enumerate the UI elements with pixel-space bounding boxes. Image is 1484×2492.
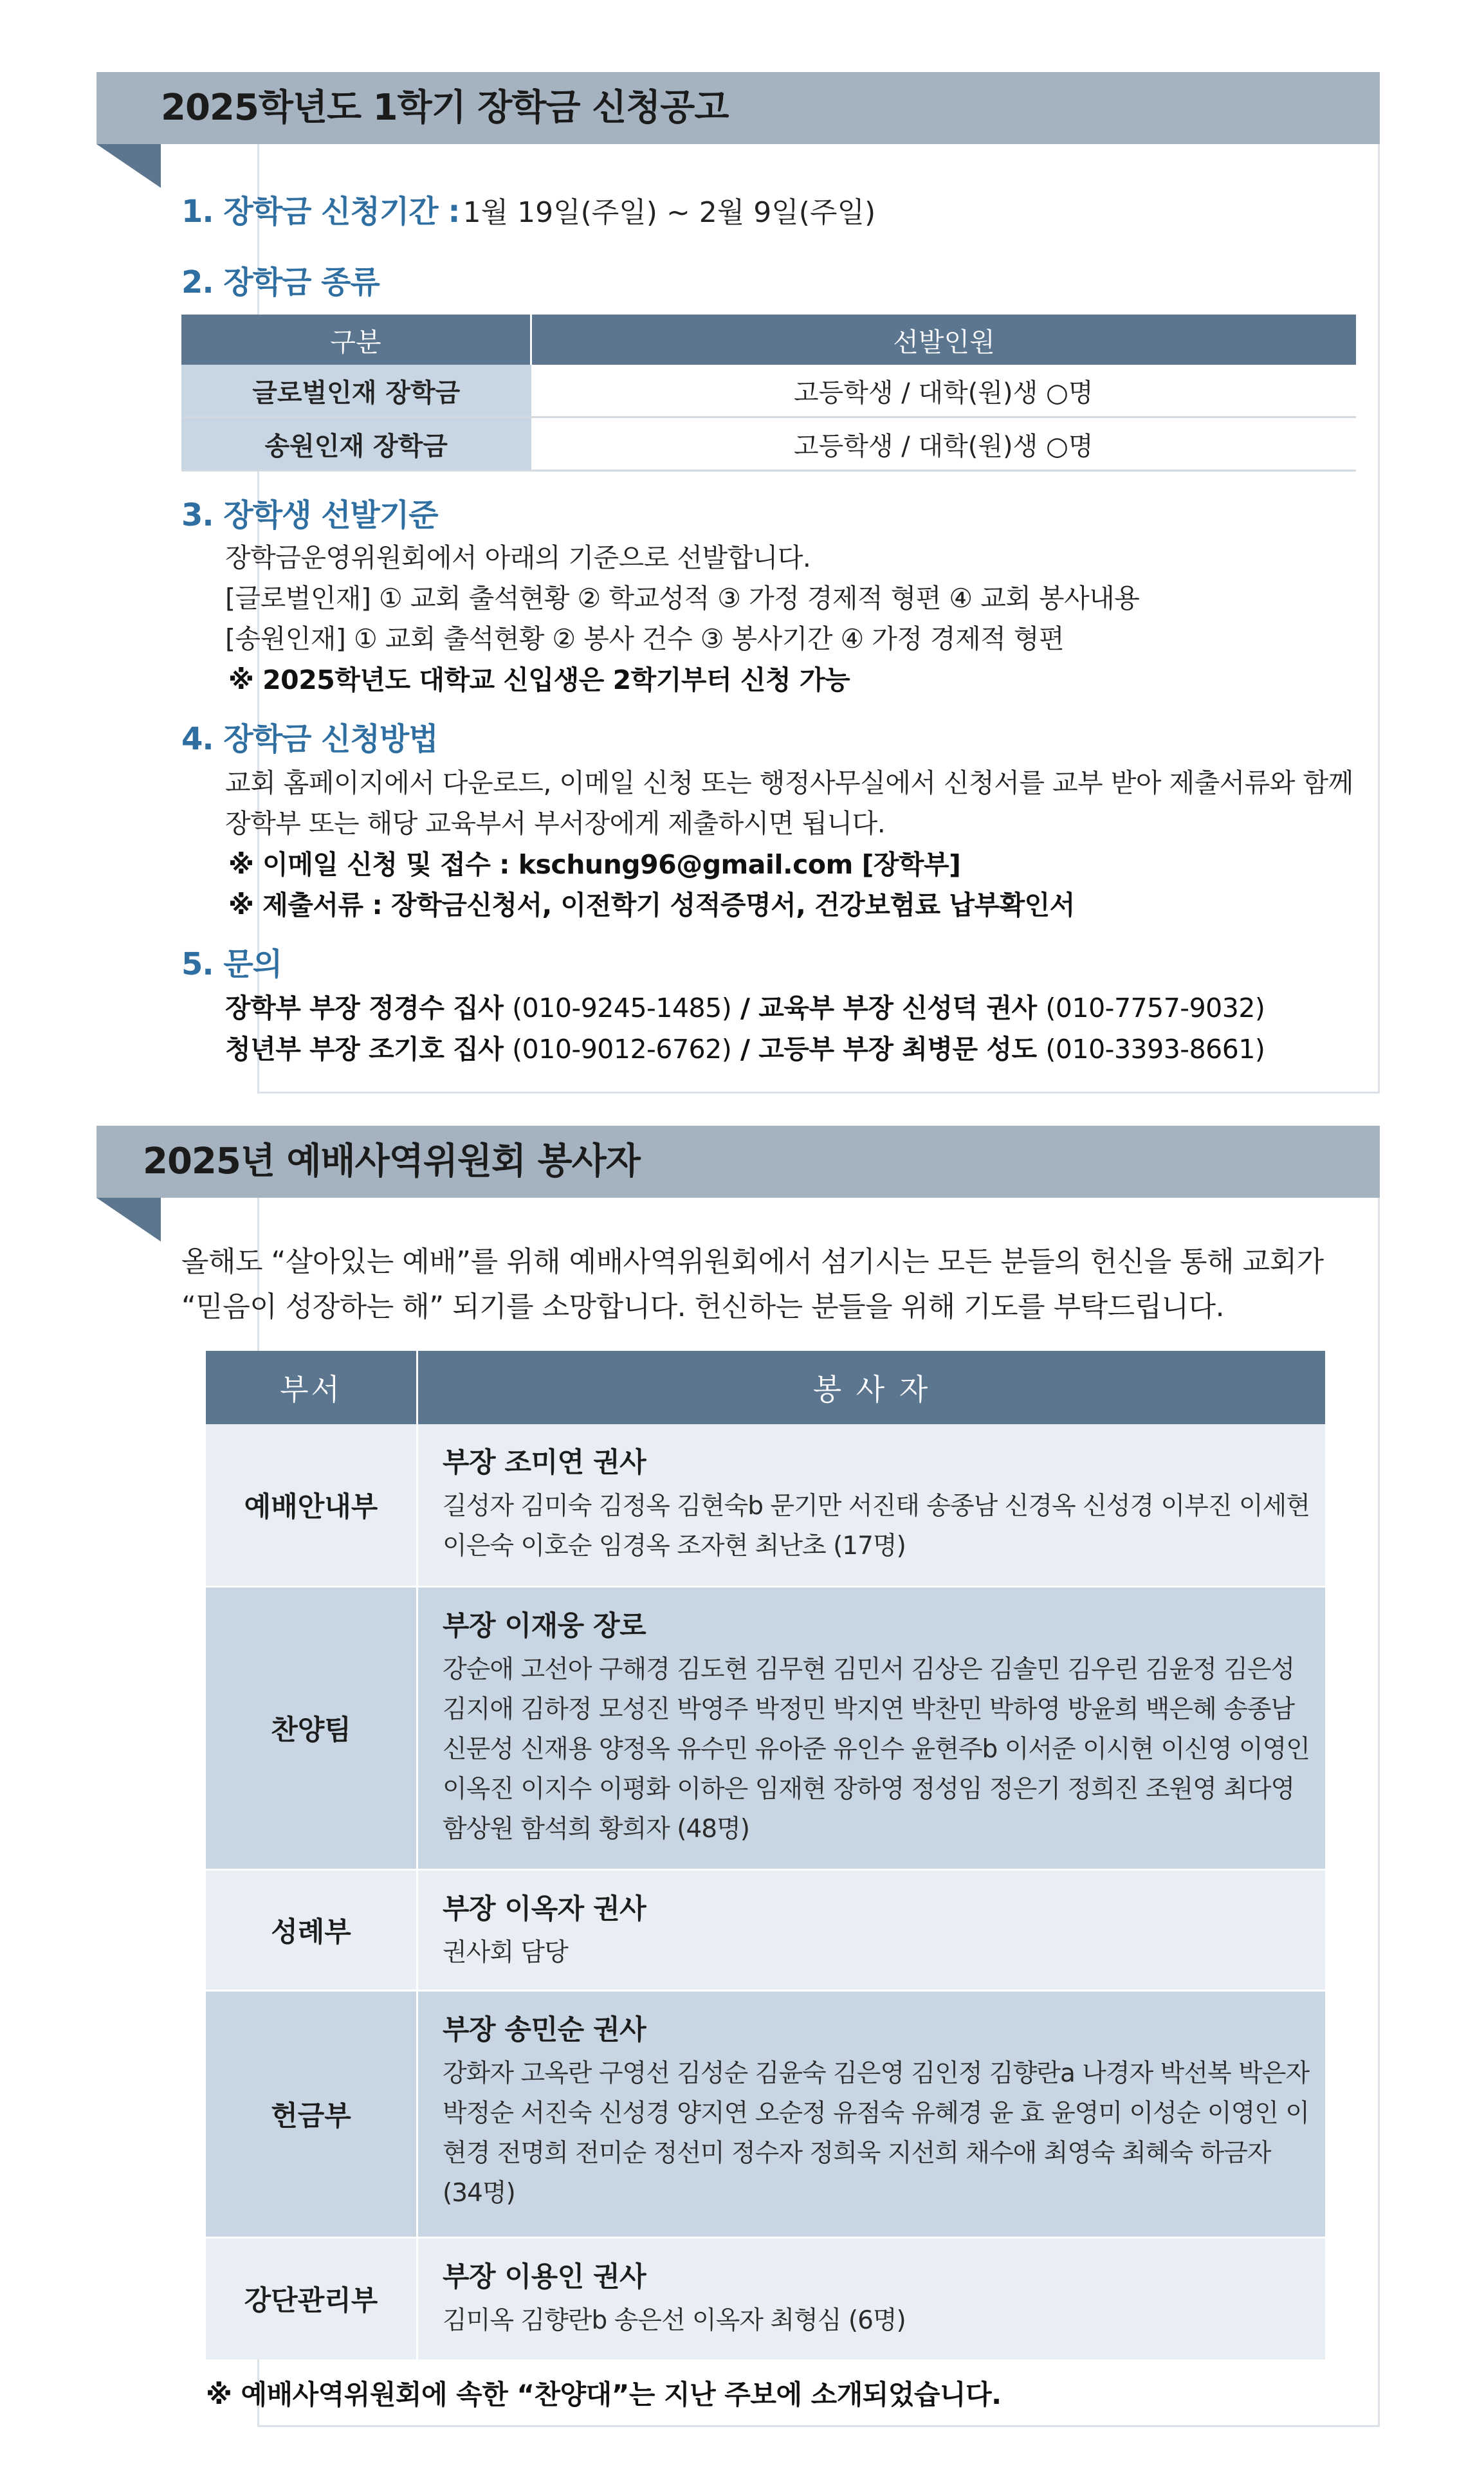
criteria-label: 3. 장학생 선발기준 xyxy=(181,497,438,533)
contact-name: 청년부 부장 조기호 집사 xyxy=(225,1034,504,1065)
dept-leader: 부장 이용인 권사 xyxy=(443,2260,646,2293)
dept-members: 권사회 담당 xyxy=(443,1938,568,1967)
vol-header-volunteers: 봉 사 자 xyxy=(417,1351,1326,1424)
type-value: 고등학생 / 대학(원)생 ○명 xyxy=(531,365,1357,417)
contact-phone: (010-9012-6762) xyxy=(512,1034,732,1065)
contact-phone: (010-9245-1485) xyxy=(512,993,732,1023)
type-header-category: 구분 xyxy=(181,315,531,365)
dept-name: 찬양팀 xyxy=(206,1586,417,1869)
scholarship-section xyxy=(96,72,1380,1092)
dept-content xyxy=(417,1424,1326,1586)
table-row xyxy=(206,1424,1325,1586)
dept-name: 성례부 xyxy=(206,1869,417,1990)
contact-name: 장학부 부장 정경수 집사 xyxy=(225,993,504,1023)
dept-members: 김미옥 김향란b 송은선 이옥자 최형심 (6명) xyxy=(443,2305,906,2335)
volunteers-section xyxy=(96,1126,1380,2425)
dept-content xyxy=(417,1990,1326,2237)
dept-content xyxy=(417,1869,1326,1990)
method-label: 4. 장학금 신청방법 xyxy=(181,721,438,757)
table-row xyxy=(206,1586,1325,1869)
vol-header-dept: 부서 xyxy=(206,1351,417,1424)
volunteers-table xyxy=(206,1351,1325,2359)
period-label: 1. 장학금 신청기간 : xyxy=(181,194,460,230)
contact-phone: (010-3393-8661) xyxy=(1045,1034,1265,1065)
contact-phone: (010-7757-9032) xyxy=(1045,993,1265,1023)
type-category: 글로벌인재 장학금 xyxy=(181,365,531,417)
method-line: 장학부 또는 해당 교육부서 부서장에게 제출하시면 됩니다. xyxy=(225,808,886,839)
header-fold xyxy=(96,1198,161,1241)
contact-name: 교육부 부장 신성덕 권사 xyxy=(758,993,1037,1023)
docs-note: ※ 제출서류 : 장학금신청서, 이전학기 성적증명서, 건강보험료 납부확인서 xyxy=(228,890,1075,921)
criteria-line: 장학금운영위원회에서 아래의 기준으로 선발합니다. xyxy=(225,542,811,573)
type-header-count: 선발인원 xyxy=(531,315,1357,365)
table-row xyxy=(181,417,1356,471)
dept-leader: 부장 조미연 권사 xyxy=(443,1447,646,1479)
dept-leader: 부장 이옥자 권사 xyxy=(443,1892,646,1925)
dept-content xyxy=(417,2237,1326,2359)
dept-leader: 부장 이재웅 장로 xyxy=(443,1609,646,1642)
dept-name: 예배안내부 xyxy=(206,1424,417,1586)
email-note: ※ 이메일 신청 및 접수 : kschung96@gmail.com [장학부] xyxy=(228,849,961,880)
type-value: 고등학생 / 대학(원)생 ○명 xyxy=(531,417,1357,471)
section-header xyxy=(96,72,1380,144)
period-value: 1월 19일(주일) ~ 2월 9일(주일) xyxy=(463,196,876,229)
contact-label: 5. 문의 xyxy=(181,946,282,982)
contact-row: 청년부 부장 조기호 집사 (010-9012-6762) / 고등부 부장 최병문 성도 (010-3393-8661) xyxy=(225,1034,1265,1065)
type-category: 송원인재 장학금 xyxy=(181,417,531,471)
scholarship-types-table xyxy=(181,315,1356,472)
method-line: 교회 홈페이지에서 다운로드, 이메일 신청 또는 행정사무실에서 신청서를 교부 받아 제출서류와 함께 xyxy=(225,767,1353,798)
scholarship-title: 2025학년도 1학기 장학금 신청공고 xyxy=(161,87,729,129)
dept-leader: 부장 송민순 권사 xyxy=(443,2013,646,2046)
dept-content xyxy=(417,1586,1326,1869)
contact-name: 고등부 부장 최병문 성도 xyxy=(758,1034,1037,1065)
table-row xyxy=(206,1990,1325,2237)
volunteers-title: 2025년 예배사역위원회 봉사자 xyxy=(143,1141,640,1182)
section-header xyxy=(96,1126,1380,1198)
criteria-line: [글로벌인재] ① 교회 출석현황 ② 학교성적 ③ 가정 경제적 형편 ④ 교회 봉사내용 xyxy=(225,583,1140,614)
contact-row: 장학부 부장 정경수 집사 (010-9245-1485) / 교육부 부장 신성덕 권사 (010-7757-9032) xyxy=(225,993,1265,1023)
intro-line: “믿음이 성장하는 해” 되기를 소망합니다. 헌신하는 분들을 위해 기도를 부탁드립니다. xyxy=(181,1290,1225,1323)
volunteers-footnote: ※ 예배사역위원회에 속한 “찬양대”는 지난 주보에 소개되었습니다. xyxy=(206,2379,1002,2410)
criteria-line: [송원인재] ① 교회 출석현황 ② 봉사 건수 ③ 봉사기간 ④ 가정 경제적 형편 xyxy=(225,623,1065,654)
header-fold xyxy=(96,144,161,188)
dept-name: 헌금부 xyxy=(206,1990,417,2237)
dept-members: 강화자 고옥란 구영선 김성순 김윤숙 김은영 김인정 김향란a 나경자 박선복 박은자 박정순 서진숙 신성경 양지연 오순정 유점숙 유혜경 윤 효 윤영미 이성순 이영인 이현경 전명희 전미순 정선미 정수자 정희욱 지선희 채수애 최영숙 최혜숙 하금자 (34명) xyxy=(443,2058,1310,2208)
types-label: 2. 장학금 종류 xyxy=(181,264,380,300)
table-row xyxy=(206,2237,1325,2359)
table-row xyxy=(181,365,1356,417)
table-row xyxy=(206,1869,1325,1990)
dept-name: 강단관리부 xyxy=(206,2237,417,2359)
dept-members: 강순애 고선아 구해경 김도현 김무현 김민서 김상은 김솔민 김우린 김윤정 김은성 김지애 김하정 모성진 박영주 박정민 박지연 박찬민 박하영 방윤희 백은혜 송종남 신문성 신재용 양정옥 유수민 유아준 유인수 윤현주b 이서준 이시현 이신영 이영인 이옥진 이지수 이평화 이하은 임재현 장하영 정성임 정은기 정희진 조원영 최다영 함상원 함석희 황희자 (48명) xyxy=(443,1654,1310,1844)
dept-members: 길성자 김미숙 김정옥 김현숙b 문기만 서진태 송종남 신경옥 신성경 이부진 이세현 이은숙 이호순 임경옥 조자현 최난초 (17명) xyxy=(443,1492,1310,1561)
criteria-note: ※ 2025학년도 대학교 신입생은 2학기부터 신청 가능 xyxy=(228,664,850,695)
intro-line: 올해도 “살아있는 예배”를 위해 예배사역위원회에서 섬기시는 모든 분들의 헌신을 통해 교회가 xyxy=(181,1245,1324,1278)
period-line xyxy=(181,187,875,231)
